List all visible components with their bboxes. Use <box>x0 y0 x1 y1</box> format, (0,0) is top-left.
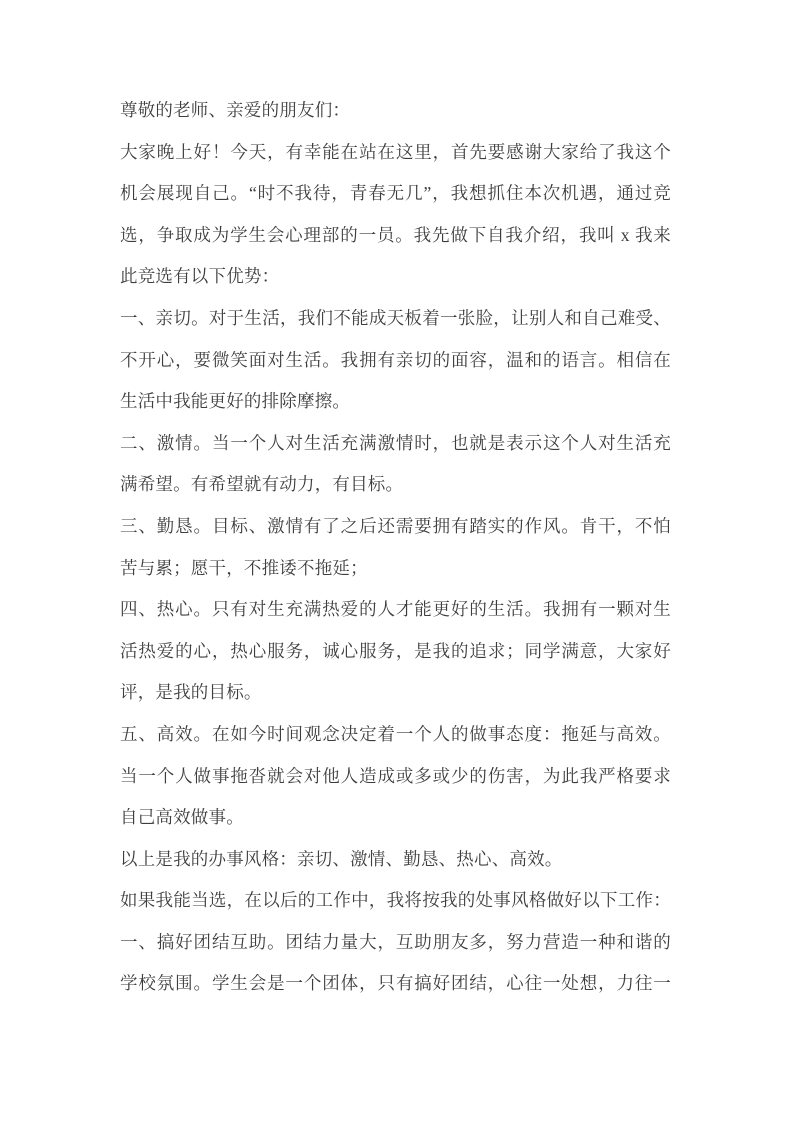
document-body <box>120 90 671 1005</box>
text-line: 当一个人做事拖沓就会对他人造成或多或少的伤害，为此我严格要求 <box>120 765 671 786</box>
text-line: 满希望。有希望就有动力，有目标。 <box>120 474 404 495</box>
text-line: 尊敬的老师、亲爱的朋友们： <box>120 100 351 120</box>
text-line: 选，争取成为学生会心理部的一员。我先做下自我介绍，我叫 x 我来 <box>120 224 671 245</box>
text-line: 如果我能当选，在以后的工作中，我将按我的处事风格做好以下工作： <box>120 890 671 911</box>
text-line: 四、热心。只有对生充满热爱的人才能更好的生活。我拥有一颗对生 <box>120 599 671 620</box>
text-line: 自己高效做事。 <box>120 807 244 828</box>
text-line: 机会展现自己。“时不我待，青春无几”，我想抓住本次机遇，通过竞 <box>120 183 671 204</box>
text-line: 五、高效。在如今时间观念决定着一个人的做事态度：拖延与高效。 <box>120 723 671 744</box>
text-line: 生活中我能更好的排除摩擦。 <box>120 391 351 412</box>
text-line: 以上是我的办事风格：亲切、激情、勤恳、热心、高效。 <box>120 848 563 869</box>
text-line: 一、亲切。对于生活，我们不能成天板着一张脸，让别人和自己难受、 <box>120 307 671 328</box>
text-line: 学校氛围。学生会是一个团体，只有搞好团结，心往一处想，力往一 <box>120 973 671 994</box>
text-line: 一、搞好团结互助。团结力量大，互助朋友多，努力营造一种和谐的 <box>120 931 671 952</box>
text-line: 大家晚上好！今天，有幸能在站在这里，首先要感谢大家给了我这个 <box>120 141 671 162</box>
text-line: 苦与累；愿干，不推诿不拖延； <box>120 557 368 578</box>
text-line: 二、激情。当一个人对生活充满激情时，也就是表示这个人对生活充 <box>120 432 671 453</box>
text-line: 不开心，要微笑面对生活。我拥有亲切的面容，温和的语言。相信在 <box>120 349 671 370</box>
text-line: 三、勤恳。目标、激情有了之后还需要拥有踏实的作风。肯干，不怕 <box>120 515 671 536</box>
text-line: 评，是我的目标。 <box>120 682 262 703</box>
text-line: 活热爱的心，热心服务，诚心服务，是我的追求；同学满意，大家好 <box>120 640 671 661</box>
text-line: 此竞选有以下优势： <box>120 266 280 287</box>
